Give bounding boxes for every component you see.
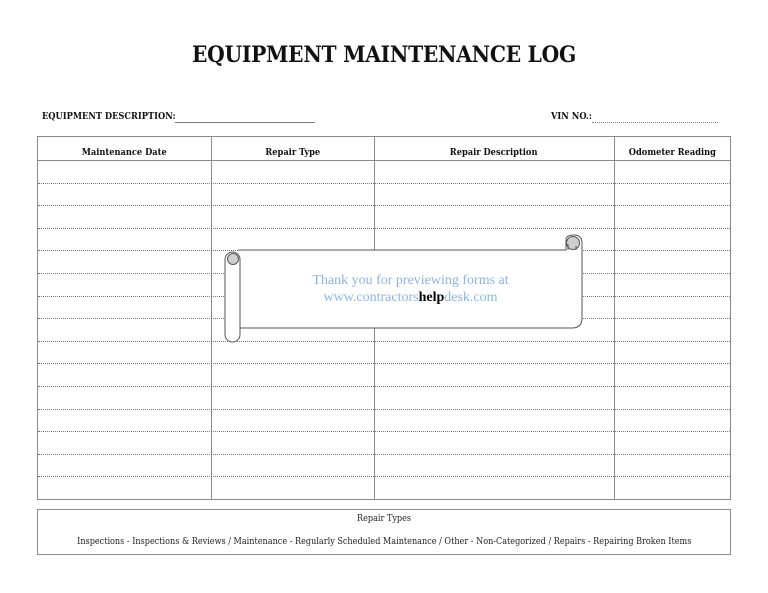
cell-repair-description[interactable]: [374, 431, 614, 454]
cell-maintenance-date[interactable]: [38, 431, 211, 454]
cell-maintenance-date[interactable]: [38, 296, 211, 319]
cell-maintenance-date[interactable]: [38, 386, 211, 409]
row-divider: [38, 476, 730, 477]
row-divider: [38, 386, 730, 387]
column-header-repair-type: Repair Type: [265, 148, 320, 158]
cell-repair-type[interactable]: [211, 386, 374, 409]
column-header-maintenance-date: Maintenance Date: [81, 148, 168, 158]
watermark-text: [238, 272, 583, 306]
repair-types-title: Repair Types: [356, 514, 412, 524]
table-row: [38, 160, 730, 183]
cell-maintenance-date[interactable]: [38, 228, 211, 251]
cell-repair-type[interactable]: [211, 160, 374, 183]
cell-repair-type[interactable]: [211, 431, 374, 454]
cell-odometer-reading[interactable]: [614, 183, 731, 206]
table-row: [38, 205, 730, 228]
equipment-description-label: EQUIPMENT DESCRIPTION:: [42, 112, 176, 122]
cell-odometer-reading[interactable]: [614, 341, 731, 364]
repair-types-legend: [37, 509, 731, 555]
table-row: [38, 386, 730, 409]
row-divider: [38, 409, 730, 410]
vin-label: VIN NO.:: [551, 112, 592, 122]
cell-maintenance-date[interactable]: [38, 363, 211, 386]
cell-odometer-reading[interactable]: [614, 476, 731, 499]
table-row: [38, 341, 730, 364]
cell-repair-description[interactable]: [374, 386, 614, 409]
cell-odometer-reading[interactable]: [614, 318, 731, 341]
cell-repair-description[interactable]: [374, 476, 614, 499]
table-row: [38, 454, 730, 477]
cell-odometer-reading[interactable]: [614, 296, 731, 319]
cell-maintenance-date[interactable]: [38, 160, 211, 183]
repair-types-list: Inspections - Inspections & Reviews / Maintenance - Regularly Scheduled Maintenance / Other - Non-Categorized / Repairs - Repairing Broken Items: [76, 537, 692, 547]
cell-odometer-reading[interactable]: [614, 386, 731, 409]
cell-repair-type[interactable]: [211, 454, 374, 477]
page-title: EQUIPMENT MAINTENANCE LOG: [192, 42, 576, 68]
cell-repair-type[interactable]: [211, 363, 374, 386]
cell-odometer-reading[interactable]: [614, 273, 731, 296]
cell-maintenance-date[interactable]: [38, 205, 211, 228]
cell-repair-description[interactable]: [374, 363, 614, 386]
cell-odometer-reading[interactable]: [614, 431, 731, 454]
watermark-line-1: Thank you for previewing forms at: [312, 273, 509, 288]
row-divider: [38, 431, 730, 432]
cell-maintenance-date[interactable]: [38, 318, 211, 341]
cell-odometer-reading[interactable]: [614, 160, 731, 183]
cell-repair-type[interactable]: [211, 409, 374, 432]
cell-odometer-reading[interactable]: [614, 454, 731, 477]
cell-repair-type[interactable]: [211, 341, 374, 364]
cell-odometer-reading[interactable]: [614, 205, 731, 228]
cell-repair-type[interactable]: [211, 476, 374, 499]
cell-repair-description[interactable]: [374, 341, 614, 364]
cell-maintenance-date[interactable]: [38, 454, 211, 477]
cell-repair-description[interactable]: [374, 454, 614, 477]
watermark-url[interactable]: www.contractorshelpdesk.com: [323, 290, 498, 305]
cell-odometer-reading[interactable]: [614, 409, 731, 432]
cell-repair-description[interactable]: [374, 160, 614, 183]
cell-repair-description[interactable]: [374, 183, 614, 206]
cell-maintenance-date[interactable]: [38, 250, 211, 273]
row-divider: [38, 205, 730, 206]
cell-odometer-reading[interactable]: [614, 250, 731, 273]
cell-maintenance-date[interactable]: [38, 273, 211, 296]
cell-odometer-reading[interactable]: [614, 228, 731, 251]
row-divider: [38, 183, 730, 184]
table-row: [38, 431, 730, 454]
cell-repair-description[interactable]: [374, 205, 614, 228]
cell-maintenance-date[interactable]: [38, 476, 211, 499]
column-header-repair-description: Repair Description: [450, 148, 538, 158]
cell-maintenance-date[interactable]: [38, 409, 211, 432]
cell-repair-description[interactable]: [374, 409, 614, 432]
table-row: [38, 183, 730, 206]
cell-repair-type[interactable]: [211, 205, 374, 228]
vin-field[interactable]: [592, 122, 718, 123]
row-divider: [38, 228, 730, 229]
cell-maintenance-date[interactable]: [38, 183, 211, 206]
table-row: [38, 476, 730, 499]
cell-maintenance-date[interactable]: [38, 341, 211, 364]
table-row: [38, 363, 730, 386]
table-row: [38, 409, 730, 432]
cell-odometer-reading[interactable]: [614, 363, 731, 386]
cell-repair-type[interactable]: [211, 183, 374, 206]
column-header-odometer-reading: Odometer Reading: [628, 148, 717, 158]
row-divider: [38, 454, 730, 455]
row-divider: [38, 363, 730, 364]
equipment-description-field[interactable]: [175, 122, 315, 123]
